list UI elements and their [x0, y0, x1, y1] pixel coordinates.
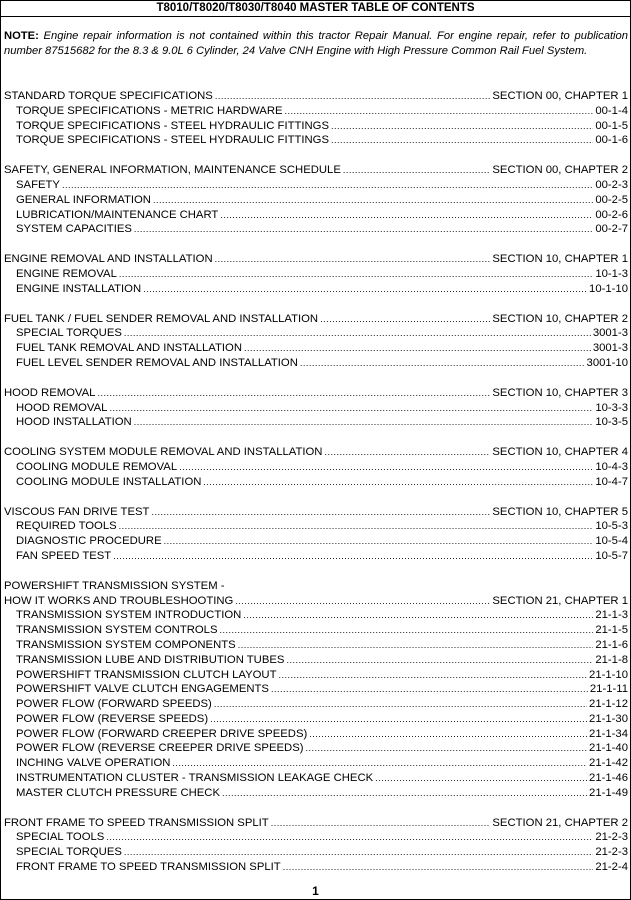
toc-entry-label: POWER FLOW (FORWARD SPEEDS) — [16, 698, 212, 711]
toc-entry-page-ref: 21-1-40 — [589, 742, 628, 755]
toc-entry-page-ref: 21-1-6 — [595, 638, 628, 651]
toc-entry[interactable] — [4, 727, 628, 742]
toc-section-heading[interactable] — [4, 312, 628, 327]
toc-entry-page-ref: 21-1-30 — [589, 712, 628, 725]
toc-entry-label: SYSTEM CAPACITIES — [16, 223, 132, 236]
note-text: Engine repair information is not contained within this tractor Repair Manual. For engine repair, refer to publication number 87515682 for the 8.3 & 9.0L 6 Cylinder, 24 Valve CNH Engine with High Pressure Common Rail Fuel System. — [4, 30, 628, 57]
dot-leader — [106, 830, 593, 845]
dot-leader — [324, 445, 490, 460]
dot-leader — [62, 178, 593, 193]
toc-entry-label: TRANSMISSION LUBE AND DISTRIBUTION TUBES — [16, 653, 285, 666]
page-title: T8010/T8020/T8030/T8040 MASTER TABLE OF CONTENTS — [0, 0, 631, 17]
toc-entry-label: FRONT FRAME TO SPEED TRANSMISSION SPLIT — [16, 861, 281, 874]
dot-leader — [285, 104, 594, 119]
toc-entry-label: SPECIAL TORQUES — [16, 846, 122, 859]
toc-entry-label: POWER FLOW (FORWARD CREEPER DRIVE SPEEDS) — [16, 727, 308, 740]
dot-leader — [151, 505, 490, 520]
toc-section — [4, 252, 628, 296]
toc-section-heading-label: POWERSHIFT TRANSMISSION SYSTEM - — [4, 579, 225, 592]
toc-entry-label: FUEL TANK REMOVAL AND INSTALLATION — [16, 342, 242, 355]
toc-section-heading-page-ref: SECTION 10, CHAPTER 3 — [492, 386, 628, 399]
toc-entry[interactable] — [4, 356, 628, 371]
toc-entry-page-ref: 00-2-7 — [595, 223, 628, 236]
dot-leader — [331, 133, 593, 148]
dot-leader — [172, 756, 587, 771]
toc-entry-label: TORQUE SPECIFICATIONS - STEEL HYDRAULIC FITTINGS — [16, 134, 330, 147]
toc-section-heading-page-ref: SECTION 10, CHAPTER 4 — [492, 446, 628, 459]
toc-entry-label: SAFETY — [16, 178, 60, 191]
toc-entry-label: COOLING MODULE INSTALLATION — [16, 475, 202, 488]
toc-entry-page-ref: 10-5-4 — [595, 535, 628, 548]
toc-section-heading-label: HOOD REMOVAL — [4, 386, 96, 399]
dot-leader — [343, 163, 491, 178]
dot-leader — [300, 356, 585, 371]
toc-entry[interactable] — [4, 119, 628, 134]
dot-leader — [279, 668, 588, 683]
toc-entry[interactable] — [4, 682, 628, 697]
toc-entry-label: SPECIAL TORQUES — [16, 327, 122, 340]
toc-section-heading[interactable] — [4, 505, 628, 520]
toc-entry[interactable] — [4, 668, 628, 683]
toc-section-heading-label: FRONT FRAME TO SPEED TRANSMISSION SPLIT — [4, 816, 269, 829]
toc-entry-page-ref: 10-1-3 — [595, 267, 628, 280]
toc-entry[interactable] — [4, 475, 628, 490]
dot-leader — [309, 727, 587, 742]
toc-section-heading[interactable] — [4, 594, 628, 609]
toc-entry[interactable] — [4, 830, 628, 845]
toc-entry-page-ref: 21-1-42 — [589, 757, 628, 770]
toc-section — [4, 445, 628, 489]
toc-entry-page-ref: 00-1-6 — [595, 134, 628, 147]
dot-leader — [331, 119, 593, 134]
engine-note — [4, 29, 628, 59]
dot-leader — [134, 222, 593, 237]
toc-entry-page-ref: 21-1-11 — [589, 683, 628, 696]
toc-section-heading-page-ref: SECTION 00, CHAPTER 1 — [492, 90, 628, 102]
toc-section-heading-label: COOLING SYSTEM MODULE REMOVAL AND INSTALLATION — [4, 446, 323, 459]
toc-section-heading-label: SAFETY, GENERAL INFORMATION, MAINTENANCE SCHEDULE — [4, 164, 341, 177]
toc-section-heading-page-ref: SECTION 21, CHAPTER 1 — [492, 594, 628, 607]
toc-entry-page-ref: 3001-10 — [586, 356, 628, 369]
dot-leader — [134, 415, 594, 430]
toc-entry-page-ref: 00-2-5 — [595, 193, 628, 206]
toc-entry-page-ref: 21-1-49 — [589, 786, 628, 799]
toc-entry-label: INCHING VALVE OPERATION — [16, 757, 171, 770]
dot-leader — [283, 860, 594, 875]
dot-leader — [164, 534, 594, 549]
toc-entry[interactable] — [4, 638, 628, 653]
dot-leader — [215, 89, 491, 104]
toc-entry-label: FAN SPEED TEST — [16, 549, 112, 562]
toc-entry-page-ref: 10-4-7 — [595, 475, 628, 488]
dot-leader — [375, 771, 587, 786]
toc-section-heading-label: STANDARD TORQUE SPECIFICATIONS — [4, 90, 213, 102]
toc-entry[interactable] — [4, 415, 628, 430]
toc-entry-page-ref: 10-1-10 — [589, 282, 628, 295]
dot-leader — [215, 252, 491, 267]
toc-entry[interactable] — [4, 860, 628, 875]
dot-leader — [210, 712, 587, 727]
dot-leader — [124, 326, 591, 341]
toc-section — [4, 579, 628, 801]
dot-leader — [286, 653, 593, 668]
toc-entry[interactable] — [4, 697, 628, 712]
toc-entry[interactable] — [4, 193, 628, 208]
toc-entry-page-ref: 21-2-3 — [595, 831, 628, 844]
toc-entry[interactable] — [4, 741, 628, 756]
toc-entry-page-ref: 21-1-46 — [589, 772, 628, 785]
dot-leader — [220, 623, 594, 638]
toc-section-heading[interactable] — [4, 386, 628, 401]
toc-entry[interactable] — [4, 845, 628, 860]
dot-leader — [153, 193, 593, 208]
toc-section — [4, 816, 628, 875]
toc-entry-page-ref: 21-2-4 — [595, 861, 628, 874]
toc-entry-page-ref: 00-2-3 — [595, 178, 628, 191]
toc-entry[interactable] — [4, 519, 628, 534]
toc-entry[interactable] — [4, 712, 628, 727]
dot-leader — [214, 697, 587, 712]
toc-section — [4, 89, 628, 148]
toc-entry[interactable] — [4, 771, 628, 786]
toc-entry-page-ref: 21-1-12 — [589, 698, 628, 711]
toc-entry-label: SPECIAL TOOLS — [16, 831, 105, 844]
dot-leader — [97, 386, 490, 401]
dot-leader — [222, 786, 587, 801]
dot-leader — [179, 460, 593, 475]
toc-section-heading[interactable] — [4, 816, 628, 831]
toc-entry-page-ref: 3001-3 — [592, 327, 628, 340]
dot-leader — [243, 608, 593, 623]
toc-entry-page-ref: 21-1-5 — [595, 624, 628, 637]
dot-leader — [220, 208, 593, 223]
toc-entry[interactable] — [4, 267, 628, 282]
toc-entry[interactable] — [4, 534, 628, 549]
toc-entry[interactable] — [4, 401, 628, 416]
toc-section-heading[interactable] — [4, 89, 628, 104]
toc-entry[interactable] — [4, 608, 628, 623]
table-of-contents — [4, 89, 628, 875]
toc-entry-label: TRANSMISSION SYSTEM CONTROLS — [16, 624, 218, 637]
page-number: 1 — [312, 884, 319, 898]
toc-entry[interactable] — [4, 178, 628, 193]
toc-entry-page-ref: 21-1-10 — [589, 668, 628, 681]
toc-entry-page-ref: 21-1-8 — [595, 653, 628, 666]
toc-section-heading-page-ref: SECTION 10, CHAPTER 2 — [492, 312, 628, 325]
note-label: NOTE: — [4, 30, 39, 42]
toc-section-heading-label: ENGINE REMOVAL AND INSTALLATION — [4, 253, 213, 266]
toc-entry-label: HOOD REMOVAL — [16, 401, 108, 414]
toc-section-heading-label: HOW IT WORKS AND TROUBLESHOOTING — [4, 594, 234, 607]
toc-entry-label: ENGINE REMOVAL — [16, 267, 117, 280]
toc-section-heading-label: FUEL TANK / FUEL SENDER REMOVAL AND INSTALLATION — [4, 312, 319, 325]
toc-entry-label: FUEL LEVEL SENDER REMOVAL AND INSTALLATION — [16, 356, 298, 369]
toc-section-heading[interactable] — [4, 252, 628, 267]
toc-entry-label: TRANSMISSION SYSTEM INTRODUCTION — [16, 609, 242, 622]
toc-entry-label: ENGINE INSTALLATION — [16, 282, 142, 295]
toc-section-heading-page-ref: SECTION 10, CHAPTER 5 — [492, 505, 628, 518]
dot-leader — [306, 741, 588, 756]
dot-leader — [244, 341, 591, 356]
toc-entry[interactable] — [4, 786, 628, 801]
toc-entry-label: POWER FLOW (REVERSE SPEEDS) — [16, 712, 209, 725]
toc-entry-label: HOOD INSTALLATION — [16, 416, 132, 429]
toc-section — [4, 312, 628, 371]
toc-entry[interactable] — [4, 341, 628, 356]
toc-section — [4, 386, 628, 430]
toc-entry-page-ref: 10-3-5 — [595, 416, 628, 429]
dot-leader — [235, 594, 490, 609]
toc-section — [4, 505, 628, 564]
toc-entry[interactable] — [4, 104, 628, 119]
toc-entry-label: LUBRICATION/MAINTENANCE CHART — [16, 208, 219, 221]
toc-entry[interactable] — [4, 222, 628, 237]
dot-leader — [109, 401, 593, 416]
toc-entry[interactable] — [4, 756, 628, 771]
toc-entry-label: POWER FLOW (REVERSE CREEPER DRIVE SPEEDS) — [16, 742, 304, 755]
toc-entry-page-ref: 21-2-3 — [595, 846, 628, 859]
toc-entry-label: POWERSHIFT VALVE CLUTCH ENGAGEMENTS — [16, 683, 269, 696]
dot-leader — [143, 282, 587, 297]
toc-entry[interactable] — [4, 326, 628, 341]
toc-entry[interactable] — [4, 208, 628, 223]
toc-entry-page-ref: 21-1-3 — [595, 609, 628, 622]
toc-entry-label: TORQUE SPECIFICATIONS - METRIC HARDWARE — [16, 104, 283, 117]
dot-leader — [271, 682, 588, 697]
toc-entry[interactable] — [4, 549, 628, 564]
toc-entry-page-ref: 3001-3 — [592, 342, 628, 355]
toc-entry-label: TRANSMISSION SYSTEM COMPONENTS — [16, 638, 236, 651]
dot-leader — [320, 312, 490, 327]
dot-leader — [124, 845, 593, 860]
toc-entry-page-ref: 10-4-3 — [595, 460, 628, 473]
toc-entry-label: DIAGNOSTIC PROCEDURE — [16, 535, 162, 548]
dot-leader — [271, 816, 491, 831]
toc-section-heading-page-ref: SECTION 10, CHAPTER 1 — [492, 253, 628, 266]
toc-section-heading-page-ref: SECTION 21, CHAPTER 2 — [492, 816, 628, 829]
toc-entry-page-ref: 00-1-4 — [595, 104, 628, 117]
toc-section-heading-line — [4, 579, 628, 594]
dot-leader — [119, 267, 593, 282]
toc-entry[interactable] — [4, 460, 628, 475]
toc-entry-page-ref: 10-5-7 — [595, 549, 628, 562]
toc-section-heading[interactable] — [4, 445, 628, 460]
dot-leader — [238, 638, 594, 653]
dot-leader — [113, 549, 593, 564]
toc-entry-label: GENERAL INFORMATION — [16, 193, 151, 206]
toc-entry-label: COOLING MODULE REMOVAL — [16, 460, 178, 473]
toc-entry-page-ref: 21-1-34 — [589, 727, 628, 740]
toc-entry-page-ref: 00-1-5 — [595, 119, 628, 132]
toc-section-heading-label: VISCOUS FAN DRIVE TEST — [4, 505, 150, 518]
toc-entry[interactable] — [4, 133, 628, 148]
toc-section — [4, 163, 628, 237]
toc-entry-label: MASTER CLUTCH PRESSURE CHECK — [16, 786, 221, 799]
toc-entry-page-ref: 00-2-6 — [595, 208, 628, 221]
toc-entry-page-ref: 10-5-3 — [595, 520, 628, 533]
dot-leader — [119, 519, 594, 534]
toc-entry-label: POWERSHIFT TRANSMISSION CLUTCH LAYOUT — [16, 668, 277, 681]
toc-entry[interactable] — [4, 653, 628, 668]
toc-entry-page-ref: 10-3-3 — [595, 401, 628, 414]
toc-entry-label: INSTRUMENTATION CLUSTER - TRANSMISSION LEAKAGE CHECK — [16, 772, 374, 785]
toc-entry[interactable] — [4, 623, 628, 638]
toc-entry[interactable] — [4, 282, 628, 297]
toc-entry-label: REQUIRED TOOLS — [16, 520, 117, 533]
dot-leader — [203, 475, 593, 490]
toc-section-heading-page-ref: SECTION 00, CHAPTER 2 — [492, 164, 628, 177]
toc-section-heading[interactable] — [4, 163, 628, 178]
toc-entry-label: TORQUE SPECIFICATIONS - STEEL HYDRAULIC FITTINGS — [16, 119, 330, 132]
